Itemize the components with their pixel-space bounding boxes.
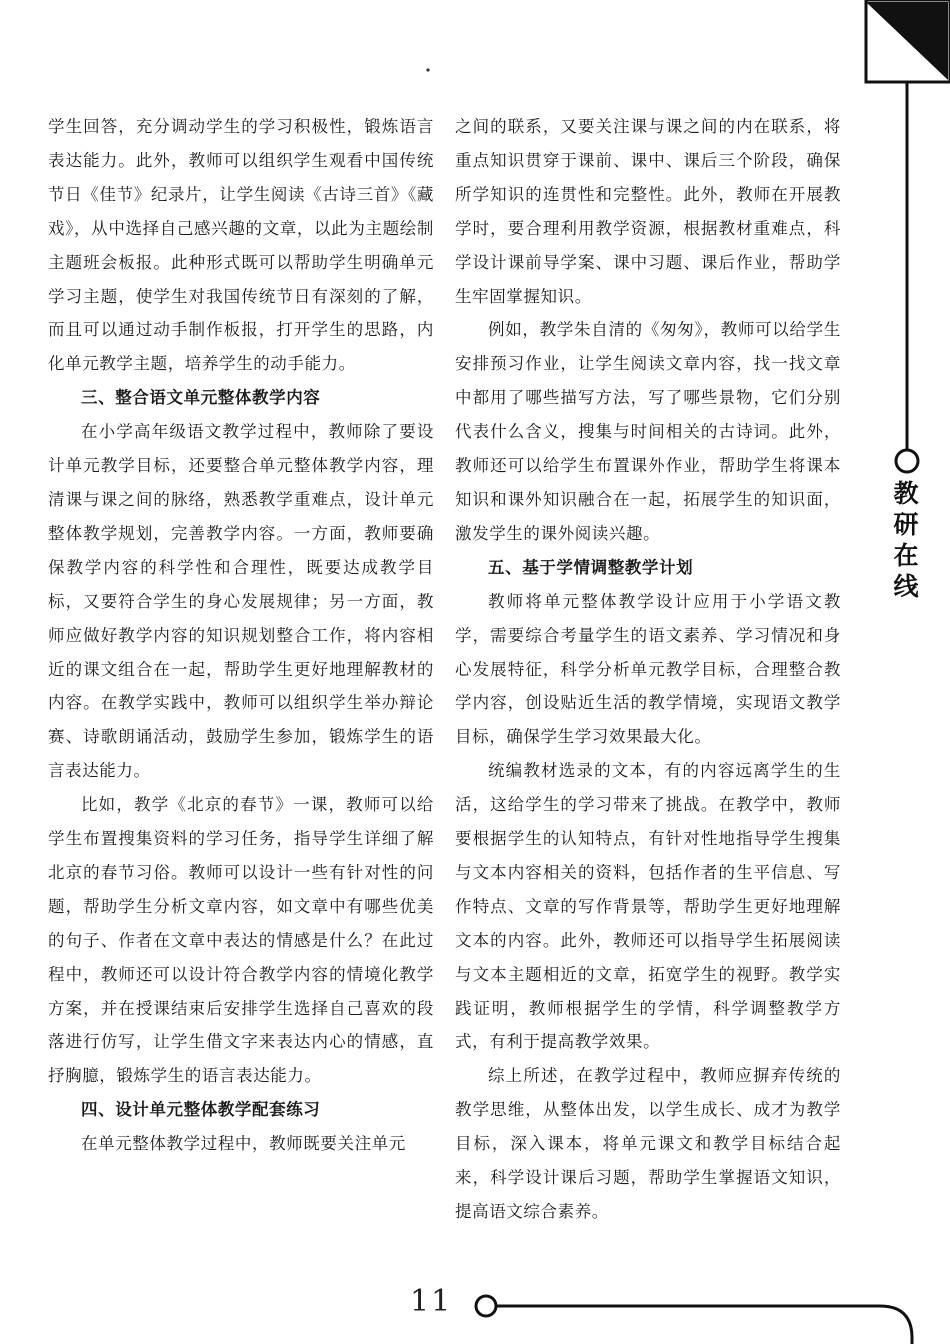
paragraph: 综上所述，在教学过程中，教师应摒弃传统的教学思维，从整体出发，以学生成长、成才为教学目标，深入课本，将单元课文和教学目标结合起来，科学设计课后习题，帮助学生掌握语文知识，提高语文综合素养。 xyxy=(455,1066,841,1221)
page-number: 11 xyxy=(410,1284,453,1319)
paragraph: 学生回答，充分调动学生的学习积极性，锻炼语言表达能力。此外，教师可以组织学生观看中国传统节日《佳节》纪录片，让学生阅读《古诗三首》《藏戏》，从中选择自己感兴趣的文章，以此为主题绘制主题班会板报。此种形式既可以帮助学生明确单元学习主题，使学生对我国传统节日有深刻的了解，而且可以通过动手制作板报，打开学生的思路，内化单元教学主题，培养学生的动手能力。 xyxy=(48,117,434,374)
footer-rail-circle xyxy=(476,1296,496,1316)
paragraph: 统编教材选录的文本，有的内容远离学生的生活，这给学生的学习带来了挑战。在教学中，教师要根据学生的认知特点，有针对性地指导学生搜集与文本内容相关的资料，包括作者的生平信息、写作特点、文章的写作背景等，帮助学生更好地理解文本的内容。此外，教师还可以指导学生拓展阅读与文本主题相近的文章，拓宽学生的视野。教学实践证明，教师根据学生的学情，科学调整教学方式，有利于提高教学效果。 xyxy=(455,761,841,1052)
side-rail-circle xyxy=(896,450,918,472)
footer-rail-line xyxy=(496,1306,912,1344)
paragraph: 教师将单元整体教学设计应用于小学语文教学，需要综合考量学生的语文素养、学习情况和身心发展特征，科学分析单元教学目标，合理整合教学内容，创设贴近生活的教学情境，实现语文教学目标，确保学生学习效果最大化。 xyxy=(455,591,841,747)
right-column xyxy=(455,110,841,1229)
section-heading: 三、整合语文单元整体教学内容 xyxy=(81,388,321,408)
paragraph: 例如，教学朱自清的《匆匆》，教师可以给学生安排预习作业，让学生阅读文章内容，找一找文章中都用了哪些描写方法，写了哪些景物，它们分别代表什么含义，搜集与时间相关的古诗词。此外，教师还可以给学生布置课外作业，帮助学生将课本知识和课外知识融合在一起，拓展学生的知识面，激发学生的课外阅读兴趣。 xyxy=(455,320,841,543)
paragraph: 在单元整体教学过程中，教师既要关注单元 xyxy=(81,1134,406,1154)
paragraph: 比如，教学《北京的春节》一课，教师可以给学生布置搜集资料的学习任务，指导学生详细了解北京的春节习俗。教师可以设计一些有针对性的问题，帮助学生分析文章内容，如文章中有哪些优美的句子、作者在文章中表达的情感是什么？在此过程中，教师还可以设计符合教学内容的情境化教学方案，并在授课结束后安排学生选择自己喜欢的段落进行仿写，让学生借文字来表达内心的情感，直抒胸臆，锻炼学生的语言表达能力。 xyxy=(48,795,434,1086)
scan-dot xyxy=(426,68,429,71)
paragraph: 在小学高年级语文教学过程中，教师除了要设计单元教学目标，还要整合单元整体教学内容，理清课与课之间的脉络，熟悉教学重难点，设计单元整体教学规划，完善教学内容。一方面，教师要确保教学内容的科学性和合理性，既要达成教学目标，又要符合学生的身心发展规律；另一方面，教师应做好教学内容的知识规划整合工作，将内容相近的课文组合在一起，帮助学生更好地理解教材的内容。在教学实践中，教师可以组织学生举办辩论赛、诗歌朗诵活动，鼓励学生参加，锻炼学生的语言表达能力。 xyxy=(48,422,434,781)
paragraph: 之间的联系，又要关注课与课之间的内在联系，将重点知识贯穿于课前、课中、课后三个阶段，确保所学知识的连贯性和完整性。此外，教师在开展教学时，要合理利用教学资源，根据教材重难点，科学设计课前导学案、课中习题、课后作业，帮助学生牢固掌握知识。 xyxy=(455,117,841,306)
section-heading: 四、设计单元整体教学配套练习 xyxy=(81,1100,321,1120)
section-side-label: 教研在线 xyxy=(893,479,919,601)
left-column xyxy=(48,110,434,1161)
section-heading: 五、基于学情调整教学计划 xyxy=(488,557,694,577)
